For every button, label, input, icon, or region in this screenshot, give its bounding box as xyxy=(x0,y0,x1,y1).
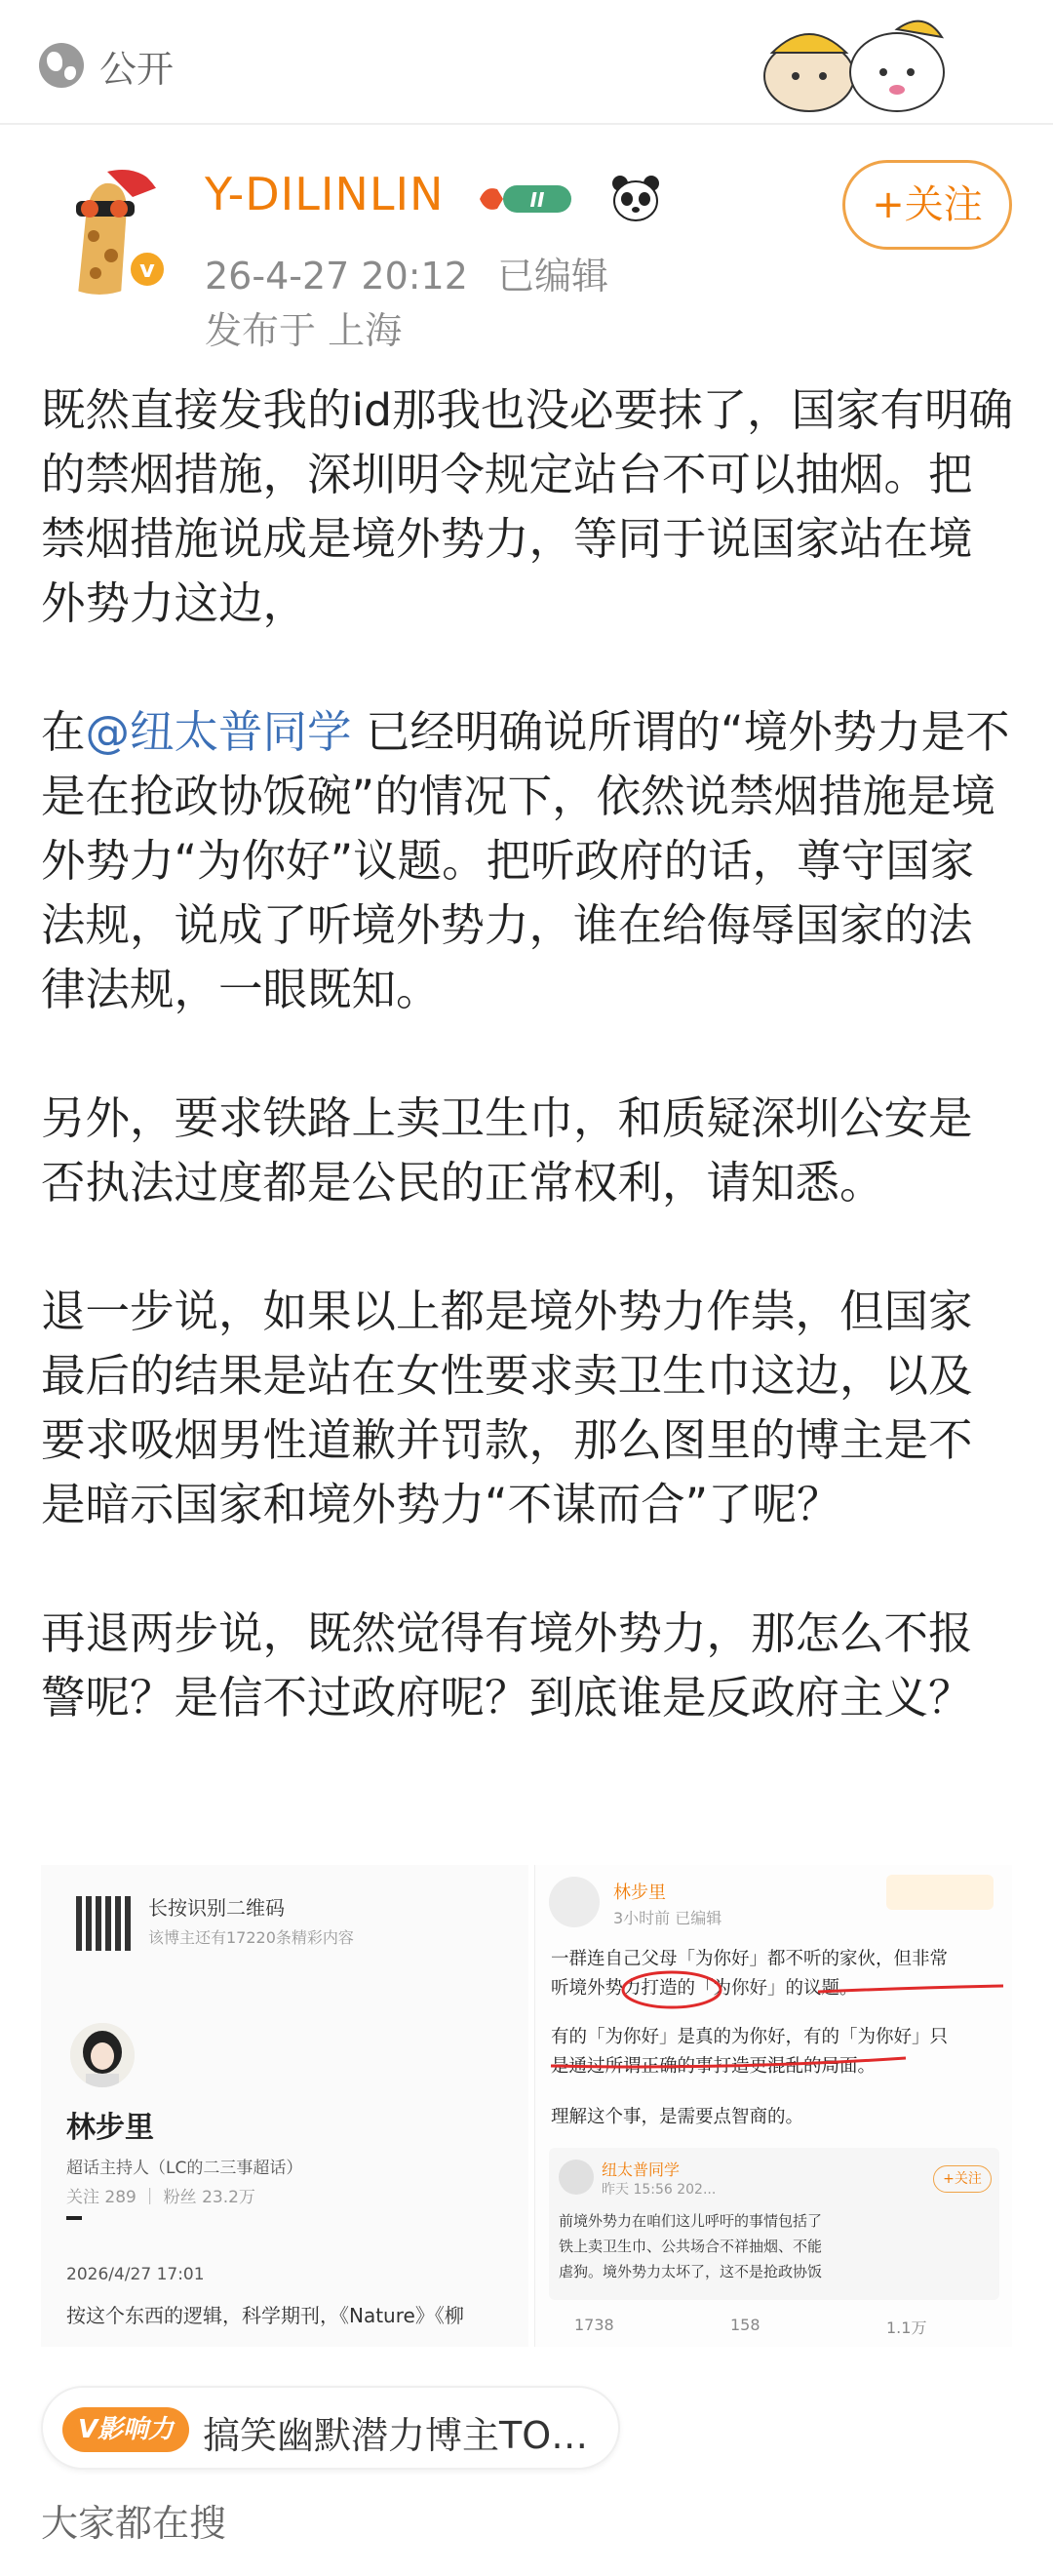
quoted-post-card[interactable] xyxy=(549,2148,999,2300)
post-image-right[interactable] xyxy=(534,1865,1012,2347)
post-paragraph: 另外，要求铁路上卖卫生巾，和质疑深圳公安是否执法过度都是公民的正常权利，请知悉。 xyxy=(41,1092,973,1209)
quoted-avatar xyxy=(559,2160,594,2195)
qr-code-icon xyxy=(76,1896,131,1951)
post-text-segment: 已经明确说所谓的“境外势力是不是在抢政协饭碗”的情况下，依然说禁烟措施是境外势力“为你好”议题。把听政府的话，尊守国家法规，说成了听境外势力，谁在给侮辱国家的法律法规，一眼既知。 xyxy=(41,706,1010,1015)
screenshot-time: 3小时前 已编辑 xyxy=(613,1909,722,1927)
screenshot-role: 超话主持人（LC的二三事超话） xyxy=(66,2159,303,2178)
edited-label: 已编辑 xyxy=(497,255,609,297)
influence-text: 搞笑幽默潜力博主TO… xyxy=(203,2414,589,2457)
screenshot-line: 理解这个事，是需要点智商的。 xyxy=(551,2107,804,2127)
influence-tag: V影响力 xyxy=(62,2407,189,2452)
post-location: 发布于 上海 xyxy=(205,309,403,352)
screenshot-badge-icon xyxy=(886,1875,994,1910)
qr-subtitle: 该博主还有17220条精彩内容 xyxy=(148,1928,354,1947)
post-paragraph: 退一步说，如果以上都是境外势力作祟，但国家最后的结果是站在女性要求卖卫生巾这边，以及要求吸烟男性道歉并罚款，那么图里的博主是不是暗示国家和境外势力“不谋而合”了呢？ xyxy=(41,1286,973,1530)
level-badge-text: II xyxy=(529,188,545,212)
mention-link[interactable]: @纽太普同学 xyxy=(85,706,352,758)
post-meta xyxy=(205,246,608,299)
screenshot-name: 林步里 xyxy=(613,1882,666,1903)
post-text-segment: 在 xyxy=(41,706,86,758)
post-paragraph xyxy=(41,700,1016,1022)
author-username[interactable]: Y-DILINLIN xyxy=(205,168,445,220)
qr-title: 长按识别二维码 xyxy=(148,1896,285,1920)
post-paragraph: 既然直接发我的id那我也没必要抹了，国家有明确的禁烟措施，深圳明令规定站台不可以抽烟。把禁烟措施说成是境外势力，等同于说国家站在境外势力这边， xyxy=(41,384,1014,629)
level-badge-icon xyxy=(478,181,573,217)
post-body xyxy=(41,378,1016,1730)
screenshot-line: 一群连自己父母「为你好」都不听的家伙，但非常 xyxy=(551,1949,949,1969)
quoted-name: 纽太普同学 xyxy=(602,2160,681,2179)
influence-badge[interactable] xyxy=(41,2386,620,2470)
screenshot-line: 听境外势力打造的「为你好」的议题。 xyxy=(551,1978,858,1999)
post-image-left[interactable] xyxy=(41,1865,528,2347)
girl-avatar-icon xyxy=(70,2023,135,2087)
quoted-line: 铁上卖卫生巾、公共场合不祥抽烟、不能 xyxy=(559,2238,823,2255)
quoted-time: 昨天 15:56 202... xyxy=(602,2182,717,2198)
comment-count: 158 xyxy=(730,2316,760,2334)
divider xyxy=(66,2216,82,2220)
screenshot-name: 林步里 xyxy=(66,2111,154,2145)
like-count: 1.1万 xyxy=(886,2318,927,2337)
screenshot-stats: 关注 289 ｜ 粉丝 23.2万 xyxy=(66,2188,255,2207)
quoted-follow-button: +关注 xyxy=(933,2165,992,2193)
panda-icon xyxy=(610,174,661,222)
post-paragraph: 再退两步说，既然觉得有境外势力，那怎么不报警呢？是信不过政府呢？到底谁是反政府主义？ xyxy=(41,1607,973,1724)
post-timestamp: 26-4-27 20:12 xyxy=(205,255,468,297)
repost-count: 1738 xyxy=(574,2316,614,2334)
trending-search-title: 大家都在搜 xyxy=(41,2502,227,2545)
screenshot-action-bar xyxy=(535,2312,1012,2345)
screenshot-line: 是通过所谓正确的事打造更混乱的局面。 xyxy=(551,2056,877,2077)
quoted-line: 前境外势力在咱们这儿呼吁的事情包括了 xyxy=(559,2212,823,2230)
screenshot-date: 2026/4/27 17:01 xyxy=(66,2265,205,2284)
globe-icon xyxy=(39,43,84,88)
verified-badge-icon: v xyxy=(127,249,168,290)
visibility-label: 公开 xyxy=(99,48,175,91)
screenshot-avatar xyxy=(549,1877,600,1927)
quoted-line: 虐狗。境外势力太坏了，这不是抢政协饭 xyxy=(559,2263,823,2280)
red-annotation-marks xyxy=(535,1933,1012,2089)
top-bar xyxy=(0,0,1053,125)
screenshot-line: 有的「为你好」是真的为你好，有的「为你好」只 xyxy=(551,2027,949,2047)
screenshot-body: 按这个东西的逻辑，科学期刊，《Nature》《柳 xyxy=(66,2304,464,2327)
screenshot-avatar xyxy=(70,2023,135,2087)
follow-button[interactable]: +关注 xyxy=(842,160,1012,250)
mascot-stickers-icon xyxy=(751,8,956,117)
